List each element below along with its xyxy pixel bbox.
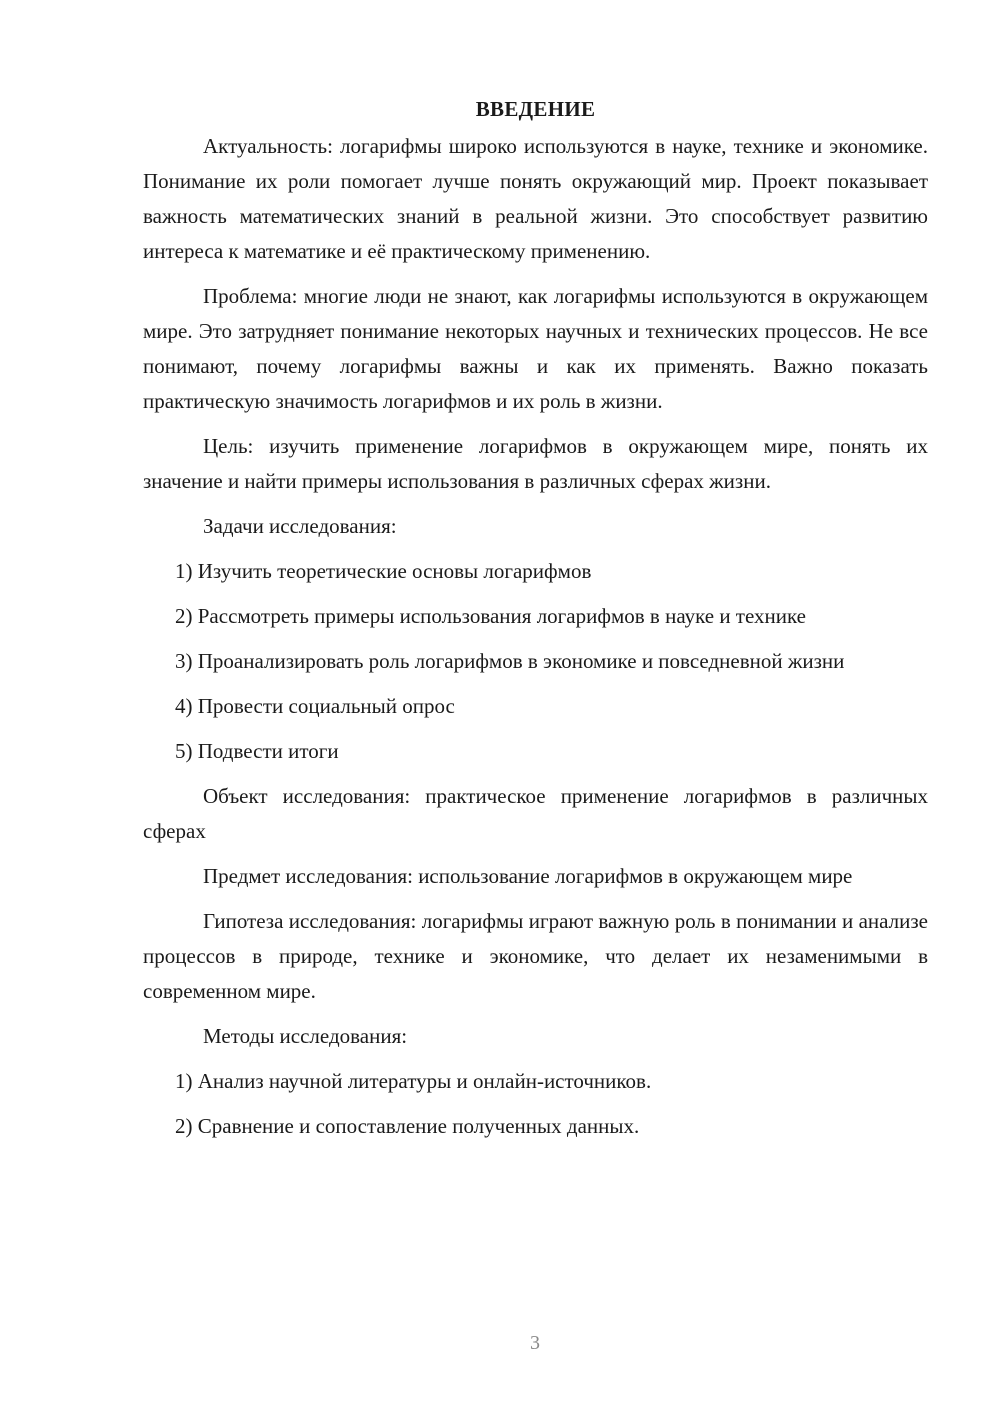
paragraph-tasks-heading: Задачи исследования: — [203, 514, 397, 538]
task-list-item-5: 5) Подвести итоги — [175, 739, 339, 763]
paragraph-methods-heading: Методы исследования: — [203, 1024, 408, 1048]
task-list-item-4: 4) Провести социальный опрос — [175, 694, 455, 718]
paragraph-hypothesis: Гипотеза исследования: логарифмы играют важную роль в понимании и анализе процессов в природе, технике и экономике, что делает их незаменимыми в современном мире. — [143, 909, 928, 1003]
page-number: 3 — [530, 1332, 540, 1354]
task-list-item-2: 2) Рассмотреть примеры использования логарифмов в науке и технике — [175, 604, 807, 628]
section-title: ВВЕДЕНИЕ — [475, 97, 596, 121]
task-list-item-3: 3) Проанализировать роль логарифмов в экономике и повседневной жизни — [175, 649, 845, 673]
method-list-item-1: 1) Анализ научной литературы и онлайн-источников. — [175, 1069, 652, 1093]
paragraph-goal: Цель: изучить применение логарифмов в окружающем мире, понять их значение и найти примеры использования в различных сферах жизни. — [143, 434, 928, 493]
task-list-item-1: 1) Изучить теоретические основы логарифмов — [175, 559, 592, 583]
method-list-item-2: 2) Сравнение и сопоставление полученных данных. — [175, 1114, 640, 1138]
paragraph-object: Объект исследования: практическое применение логарифмов в различных сферах — [143, 784, 928, 843]
paragraph-subject: Предмет исследования: использование логарифмов в окружающем мире — [203, 864, 853, 888]
paragraph-problem: Проблема: многие люди не знают, как логарифмы используются в окружающем мире. Это затрудняет понимание некоторых научных и технических процессов. Не все понимают, почему логарифмы важны и как их применять. Важно показать практическую значимость логарифмов и их роль в жизни. — [143, 284, 928, 413]
page-content — [143, 92, 928, 1154]
paragraph-relevance: Актуальность: логарифмы широко используются в науке, технике и экономике. Понимание их роли помогает лучше понять окружающий мир. Проект показывает важность математических знаний в реальной жизни. Это способствует развитию интереса к математике и её практическому применению. — [143, 134, 928, 263]
